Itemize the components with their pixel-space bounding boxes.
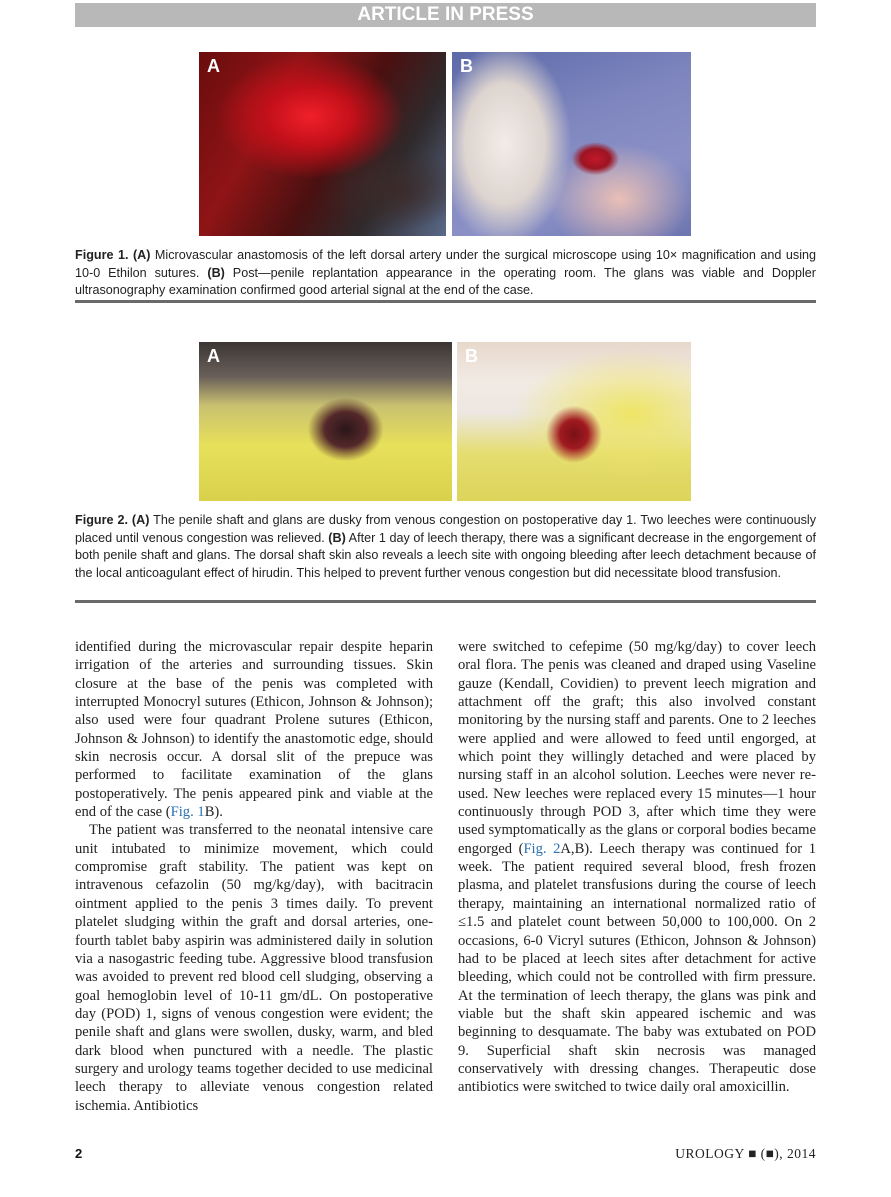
- figure1-caption-a-text: Microvascular anastomosis of the left dorsal artery under the surgical microscope using 10× magnification and using 10-0 Ethilon sutures.: [75, 248, 817, 280]
- figure2-panel-a-label: A: [207, 346, 220, 366]
- figure2-panel-b-label: B: [465, 346, 478, 366]
- journal-citation: UROLOGY ■ (■), 2014: [675, 1146, 816, 1161]
- figure2-caption-a-text: The penile shaft and glans are dusky from venous congestion on postoperative day 1. Two leeches were continuously placed until venous congestion was relieved.: [75, 513, 817, 545]
- figure2-caption: [75, 512, 816, 583]
- figure2-panel-b-image: [457, 342, 691, 501]
- figure2-caption-label: Figure 2.: [75, 513, 128, 527]
- body-paragraph: The patient was transferred to the neonatal intensive care unit intubated to minimize movement, which could compromise graft stability. The patient was kept on intravenous cefazolin (50 mg/kg/day), with bacitracin ointment applied to the penis 3 times daily. To prevent platelet sludging within the graft and dorsal arteries, one-fourth tablet baby aspirin was administered daily in solution via a nasogastric feeding tube. Aggressive blood transfusion was avoided to prevent red blood cell sludging, observing a goal hemoglobin level of 10-11 gm/dL. On postoperative day (POD) 1, signs of venous congestion were evident; the penile shaft and glans were swollen, dusky, warm, and bled dark blood when punctured with a needle. The plastic surgery and urology teams together decided to use medicinal leech therapy to alleviate venous congestion related ischemia. Antibiotics: [75, 822, 433, 1114]
- figure1-panel-b-label: B: [460, 56, 473, 76]
- figure1-panel-b-image: [452, 52, 691, 236]
- body-text: were switched to cefepime (50 mg/kg/day) to cover leech oral flora. The penis was cleaned and draped using Vaseline gauze (Kendall, Covidien) to prevent leech migration and attachment off the graft; this also involved constant monitoring by the nursing staff and parents. One to 2 leeches were applied and were allowed to feed until engorged, at which point they willingly detached and were placed by nursing staff in an alcohol solution. Leeches were never re-used. New leeches were replaced every 15 minutes—1 hour continuously through POD 3, after which time they were used symptomatically as the glans or corporal bodies became engorged (: [458, 639, 816, 857]
- article-in-press-banner: ARTICLE IN PRESS: [75, 3, 816, 27]
- figure2-panel-a-image: [199, 342, 452, 501]
- figure1-caption-a-tag: (A): [132, 248, 151, 262]
- figure1-panel-a-label: A: [207, 56, 220, 76]
- figure2-divider: [75, 600, 816, 603]
- figure1-caption: [75, 247, 816, 300]
- figure2-caption-b-text: After 1 day of leech therapy, there was a significant decrease in the engorgement of both penile shaft and glans. The dorsal shaft skin also reveals a leech site with ongoing bleeding after leech detachment because of the local anticoagulant effect of hirudin. This helped to prevent further venous congestion but did necessitate blood transfusion.: [75, 530, 816, 581]
- figure2-caption-b-tag: (B): [328, 530, 346, 545]
- figure1-divider: [75, 300, 816, 303]
- figure1-caption-b-text: Post—penile replantation appearance in the operating room. The glans was viable and Doppler ultrasonography examination confirmed good arterial signal at the end of the case.: [75, 265, 816, 298]
- figure1-caption-b-tag: (B): [207, 265, 225, 280]
- figure2-reference-link[interactable]: Fig. 2: [523, 840, 561, 857]
- page-number: 2: [75, 1146, 83, 1161]
- figure1-reference-link[interactable]: Fig. 1: [170, 804, 205, 821]
- figure1-caption-label: Figure 1.: [75, 248, 129, 262]
- body-paragraph: [75, 638, 433, 821]
- figure2-caption-a-tag: (A): [131, 513, 150, 527]
- figure1-panel-a-image: [199, 52, 446, 236]
- body-left-column: [75, 638, 433, 1115]
- body-text: A,B). Leech therapy was continued for 1 week. The patient required several blood, fresh frozen plasma, and platelet transfusions during the course of leech therapy, maintaining an international normalized ratio of ≤1.5 and platelet count between 50,000 to 100,000. On 2 occasions, 6-0 Vicryl sutures (Ethicon, Johnson & Johnson) had to be placed at leech sites after detachment for active bleeding, which could not be controlled with firm pressure. At the termination of leech therapy, the glans was pink and viable but the shaft skin appeared ischemic and was beginning to desquamate. The baby was extubated on POD 9. Superficial shaft skin necrosis was managed conservatively with dressing changes. Therapeutic dose antibiotics were switched to twice daily oral amoxicillin.: [458, 840, 816, 1096]
- body-paragraph: [458, 638, 816, 1097]
- body-right-column: [458, 638, 816, 1097]
- body-text: identified during the microvascular repair despite heparin irrigation of the arteries and surrounding tissues. Skin closure at the base of the penis was completed with interrupted Monocryl sutures (Ethicon, Johnson & Johnson); also used were four quadrant Prolene sutures (Ethicon, Johnson & Johnson) to identify the anastomotic edge, should skin necrosis occur. A dorsal slit of the prepuce was performed to facilitate examination of the glans postoperatively. The penis appeared pink and viable at the end of the case (: [75, 639, 433, 821]
- body-text: B).: [204, 804, 223, 821]
